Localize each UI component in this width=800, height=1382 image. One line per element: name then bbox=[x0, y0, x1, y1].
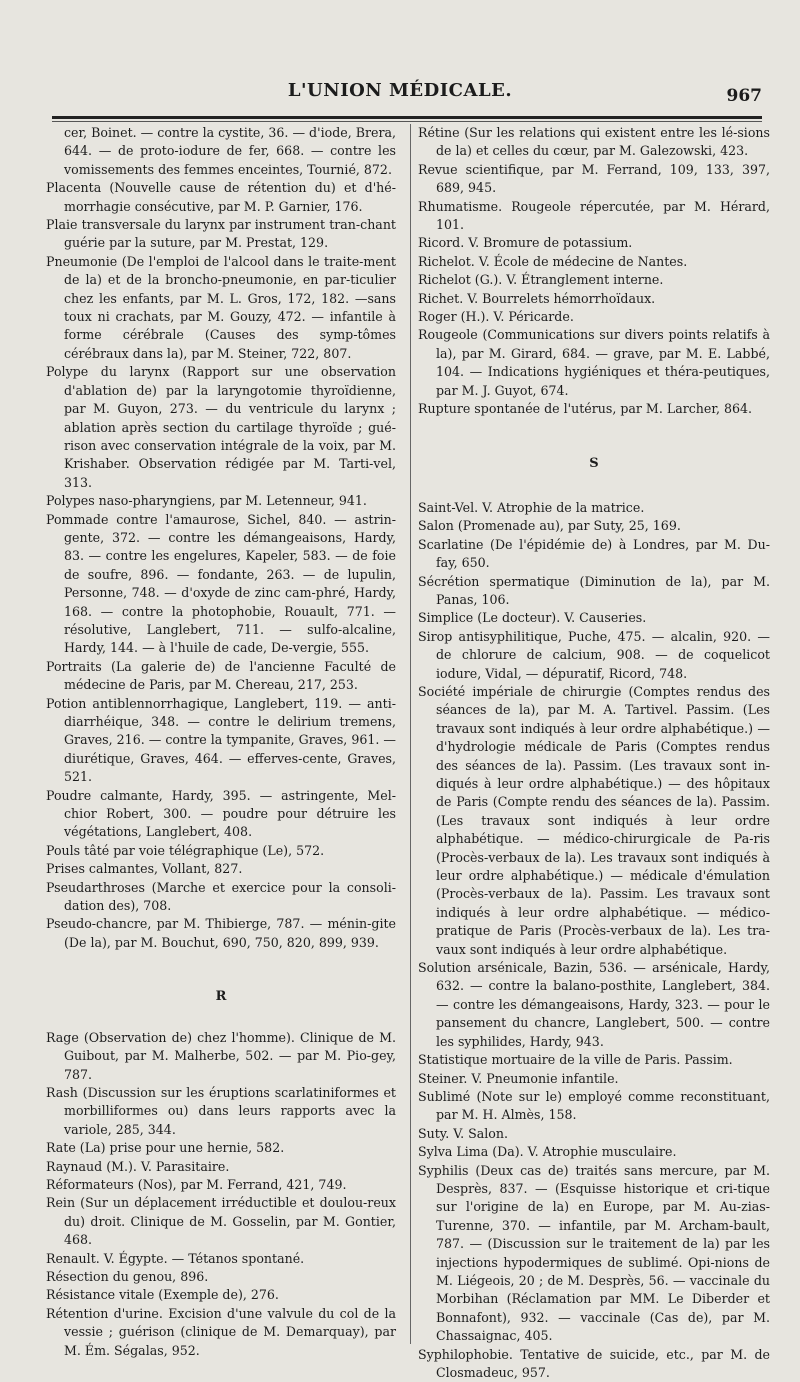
section-letter-s: S bbox=[589, 455, 599, 471]
index-entry: Placenta (Nouvelle cause de rétention du) et d'hé-morrhagie consécutive, par M. P. Garnier, 176. bbox=[46, 180, 396, 214]
index-entry: Syphilophobie. Tentative de suicide, etc., par M. de Closmadeuc, 957. bbox=[418, 1346, 770, 1380]
index-entry: Pseudo-chancre, par M. Thibierge, 787. — ménin-gite (De la), par M. Bouchut, 690, 750, 820, 899, 939. bbox=[46, 916, 396, 950]
index-entry: Potion antiblennorrhagique, Langlebert, 119. — anti-diarrhéique, 348. — contre le delirium tremens, Graves, 216. — contre la tympanite, Graves, 961. — diurétique, Graves, 464. — efferves-cente, Graves, 521. bbox=[46, 695, 396, 785]
index-entry: Pommade contre l'amaurose, Sichel, 840. — astrin-gente, 372. — contre les démangeaisons, Hardy, 83. — contre les engelures, Kapeler, 583. — de foie de soufre, 896. — fondante, 263. — de lupulin, Personne, 748. — d'oxyde de zinc cam-phré, Hardy, 168. — contre la photophobie, Rouault, 771. — résolutive, Langlebert, 711. — sulfo-alcaline, Hardy, 144. — à l'huile de cade, De-vergie, 555. bbox=[46, 511, 396, 656]
header-rule-thin bbox=[52, 121, 762, 122]
index-entry: Pseudarthroses (Marche et exercice pour la consoli-dation des), 708. bbox=[46, 879, 396, 914]
index-entry: Richet. V. Bourrelets hémorrhoïdaux. bbox=[418, 290, 656, 306]
index-entry: Richelot (G.). V. Étranglement interne. bbox=[418, 272, 664, 288]
index-entry: Rein (Sur un déplacement irréductible et doulou-reux du) droit. Clinique de M. Gosselin, par M. Gontier, 468. bbox=[46, 1195, 396, 1248]
index-entry: Résistance vitale (Exemple de), 276. bbox=[46, 1287, 279, 1303]
index-entry: Rash (Discussion sur les éruptions scarlatiniformes et morbilliformes ou) dans leurs rapports avec la variole, 285, 344. bbox=[46, 1084, 396, 1137]
index-entry: Sirop antisyphilitique, Puche, 475. — alcalin, 920. — de chlorure de calcium, 908. — de coquelicot iodure, Vidal, — dépuratif, Ricord, 748. bbox=[418, 628, 770, 681]
section-letter-r: R bbox=[215, 989, 227, 1005]
index-entry: Rupture spontanée de l'utérus, par M. Larcher, 864. bbox=[418, 401, 753, 417]
index-entry: Plaie transversale du larynx par instrument tran-chant guérie par la suture, par M. Prestat, 129. bbox=[46, 217, 396, 251]
index-entry: Prises calmantes, Vollant, 827. bbox=[46, 861, 243, 877]
index-entry: Pouls tâté par voie télégraphique (Le), 572. bbox=[46, 842, 325, 858]
index-entry: Salon (Promenade au), par Suty, 25, 169. bbox=[418, 518, 681, 534]
index-entry: Polypes naso-pharyngiens, par M. Letenneur, 941. bbox=[46, 493, 367, 509]
index-entry: Renault. V. Égypte. — Tétanos spontané. bbox=[46, 1250, 305, 1266]
journal-title: L'UNION MÉDICALE. bbox=[287, 80, 513, 101]
index-entry: Ricord. V. Bromure de potassium. bbox=[418, 235, 633, 251]
index-entry: Syphilis (Deux cas de) traités sans mercure, par M. Desprès, 837. — (Esquisse historique et cri-tique sur l'origine de la) en Europe, par M. Au-zias-Turenne, 370. — infantile, par M. Archam-bault, 787. — (Discussion sur le traitement de la) par les injections hypodermiques de sublimé. Opi-nions de M. Liégeois, 20 ; de M. Desprès, 56. — vaccinale du Morbihan (Réclamation par MM. Le Diberder et Bonnafont), 932. — vaccinale (Cas de), par M. Chassaignac, 405. bbox=[418, 1162, 770, 1344]
index-entry: Société impériale de chirurgie (Comptes rendus des séances de la), par M. A. Tartivel. Passim. (Les travaux sont indiqués à leur ordre alphabétique.) — d'hydrologie médicale de Paris (Comptes rendus des séances de la). Passim. (Les travaux sont in-diqués à leur ordre alphabétique.) — des hôpitaux de Paris (Compte rendu des séances de la). Passim. (Les travaux sont indiqués à leur ordre alphabétique. — médico-chirurgicale de Pa-ris (Procès-verbaux de la). Les travaux sont indiqués à leur ordre alphabétique.) — médicale d'émulation (Procès-verbaux de la). Passim. Les travaux sont indiqués à leur ordre alphabétique. — médico-pratique de Paris (Procès-verbaux de la). Les tra-vaux sont indiqués à leur ordre alphabétique. bbox=[418, 683, 770, 957]
index-entry: Réformateurs (Nos), par M. Ferrand, 421, 749. bbox=[46, 1176, 347, 1192]
right-column bbox=[418, 124, 770, 1382]
index-entry: Sublimé (Note sur le) employé comme reconstituant, par M. H. Almès, 158. bbox=[418, 1088, 770, 1123]
index-entry: Rhumatisme. Rougeole répercutée, par M. Hérard, 101. bbox=[418, 198, 770, 233]
index-entry: Sécrétion spermatique (Diminution de la), par M. Panas, 106. bbox=[418, 573, 770, 607]
index-entry: Richelot. V. École de médecine de Nantes. bbox=[418, 253, 688, 269]
index-entry: Poudre calmante, Hardy, 395. — astringente, Mel-chior Robert, 300. — poudre pour détruire les végétations, Langlebert, 408. bbox=[46, 787, 396, 840]
index-entry: Résection du genou, 896. bbox=[46, 1268, 209, 1284]
column-divider bbox=[410, 124, 411, 1344]
header-rule bbox=[52, 116, 762, 119]
index-entry: Sylva Lima (Da). V. Atrophie musculaire. bbox=[418, 1144, 677, 1160]
index-entry: Suty. V. Salon. bbox=[418, 1125, 509, 1141]
index-entry: Revue scientifique, par M. Ferrand, 109, 133, 397, 689, 945. bbox=[418, 161, 770, 196]
left-column bbox=[46, 124, 396, 1360]
index-entry: Pneumonie (De l'emploi de l'alcool dans le traite-ment de la) et de la broncho-pneumonie, en par-ticulier chez les enfants, par M. L. Gros, 172, 182. —sans toux ni crachats, par M. Gouzy, 472. — infantile à forme cérébrale (Causes des symp-tômes cérébraux dans la), par M. Steiner, 722, 807. bbox=[46, 253, 396, 361]
index-entry: cer, Boinet. — contre la cystite, 36. — d'iode, Brera, 644. — de proto-iodure de fer, 668. — contre les vomissements des femmes enceintes, Tournié, 872. bbox=[64, 125, 396, 177]
index-entry: Rétine (Sur les relations qui existent entre les lé-sions de la) et celles du cœur, par M. Galezowski, 423. bbox=[418, 125, 770, 159]
index-entry: Rougeole (Communications sur divers points relatifs à la), par M. Girard, 684. — grave, par M. E. Labbé, 104. — Indications hygiéniques et théra-peutiques, par M. J. Guyot, 674. bbox=[418, 327, 770, 398]
index-entry: Rate (La) prise pour une hernie, 582. bbox=[46, 1140, 285, 1156]
index-entry: Simplice (Le docteur). V. Causeries. bbox=[418, 610, 647, 626]
index-entry: Scarlatine (De l'épidémie de) à Londres, par M. Du-fay, 650. bbox=[418, 536, 770, 571]
index-entry: Statistique mortuaire de la ville de Paris. Passim. bbox=[418, 1052, 733, 1068]
index-entry: Saint-Vel. V. Atrophie de la matrice. bbox=[418, 499, 645, 515]
index-entry: Portraits (La galerie de) de l'ancienne Faculté de médecine de Paris, par M. Chereau, 217, 253. bbox=[46, 658, 396, 693]
index-entry: Polype du larynx (Rapport sur une observation d'ablation de) par la laryngotomie thyroïdienne, par M. Guyon, 273. — du ventricule du larynx ; ablation après section du cartilage thyroïde ; gué-rison avec conservation intégrale de la voix, par M. Krishaber. Observation rédigée par M. Tarti-vel, 313. bbox=[46, 364, 396, 490]
index-entry: Raynaud (M.). V. Parasitaire. bbox=[46, 1158, 230, 1174]
index-entry: Steiner. V. Pneumonie infantile. bbox=[418, 1070, 619, 1086]
index-entry: Solution arsénicale, Bazin, 536. — arsénicale, Hardy, 632. — contre la balano-posthite, Langlebert, 384. — contre les démangeaisons, Hardy, 323. — pour le pansement du chancre, Langlebert, 500. — contre les syphilides, Hardy, 943. bbox=[418, 960, 770, 1049]
index-entry: Rage (Observation de) chez l'homme). Clinique de M. Guibout, par M. Malherbe, 502. — par M. Pio-gey, 787. bbox=[46, 1029, 396, 1082]
index-entry: Roger (H.). V. Péricarde. bbox=[418, 309, 574, 325]
index-entry: Rétention d'urine. Excision d'une valvule du col de la vessie ; guérison (clinique de M. Demarquay), par M. Ém. Ségalas, 952. bbox=[46, 1305, 396, 1358]
page-number: 967 bbox=[726, 86, 762, 106]
